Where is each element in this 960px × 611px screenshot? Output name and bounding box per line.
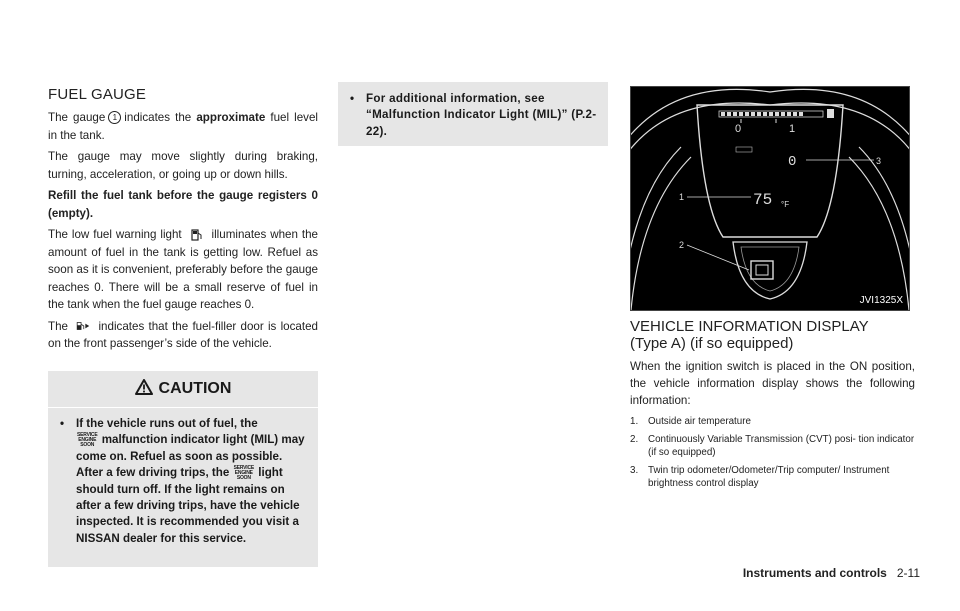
caution-text: • If the vehicle runs out of fuel, the SERVICE ENGINE SOON malfunction indicator light (MIL) may come on. Refuel as soon as possible. After a few driving trips, the SERVICE ENGINE SOON light should turn off. If the light remains on after a few driving trips, have the vehicle inspected. It is recommended you visit a NISSAN dealer for this service. bbox=[48, 408, 318, 547]
caution-heading: CAUTION bbox=[48, 371, 318, 408]
fuel-gauge-section bbox=[48, 86, 318, 357]
fuel-gauge-one: 1 bbox=[789, 123, 796, 135]
callout-2: 2 bbox=[679, 240, 685, 250]
caution-box bbox=[48, 371, 318, 567]
fuel-filler-door-icon bbox=[76, 320, 90, 332]
fuel-gauge-paragraph-3: Refill the fuel tank before the gauge registers 0 (empty). bbox=[48, 189, 318, 220]
section-heading-fuel-gauge: FUEL GAUGE bbox=[48, 86, 147, 103]
fuel-gauge-paragraph-5: The indicates that the fuel-filler door is located on the front passenger’s side of the vehicle. bbox=[48, 319, 318, 350]
list-item: 1. Outside air temperature bbox=[630, 416, 751, 427]
service-engine-soon-icon: SERVICE ENGINE SOON bbox=[77, 431, 98, 448]
footer-section-title: Instruments and controls bbox=[742, 566, 887, 580]
page-footer bbox=[743, 566, 920, 580]
fuel-gauge-paragraph-2: The gauge may move slightly during braking, turning, acceleration, or going up or down hills. bbox=[48, 150, 318, 181]
warning-triangle-icon bbox=[135, 379, 153, 395]
note-box bbox=[338, 82, 608, 146]
bullet: • bbox=[60, 417, 65, 430]
note-text: For additional information, see “Malfunction Indicator Light (MIL)” (P.2-22). bbox=[366, 92, 597, 138]
callout-number-icon: 1 bbox=[108, 111, 121, 124]
vehicle-info-display-section bbox=[630, 318, 915, 495]
bullet: • bbox=[350, 92, 355, 105]
page-number: 2-11 bbox=[896, 566, 920, 580]
outside-temperature-display: 75 bbox=[753, 191, 773, 209]
list-item: 2. Continuously Variable Transmission (CVT) posi- tion indicator (if so equipped) bbox=[630, 434, 915, 458]
section-heading-vid: VEHICLE INFORMATION DISPLAY (Type A) (if so equipped) bbox=[630, 318, 869, 352]
low-fuel-warning-icon bbox=[190, 229, 204, 241]
callout-1: 1 bbox=[679, 192, 685, 202]
instrument-cluster-figure bbox=[630, 86, 910, 311]
fuel-gauge-paragraph-1: The gauge 1 indicates the approximate fuel level in the tank. bbox=[48, 111, 318, 142]
fuel-gauge-zero: 0 bbox=[735, 123, 742, 135]
cluster-illustration bbox=[631, 87, 909, 310]
odometer-display: 0 bbox=[788, 154, 797, 170]
list-item: 3. Twin trip odometer/Odometer/Trip computer/ Instrument brightness control display bbox=[630, 465, 890, 489]
figure-caption: JVI1325X bbox=[859, 295, 903, 306]
temperature-unit: °F bbox=[781, 200, 790, 209]
vid-list bbox=[630, 415, 915, 490]
service-engine-soon-icon: SERVICE ENGINE SOON bbox=[233, 464, 255, 481]
vid-intro: When the ignition switch is placed in the ON position, the vehicle information display shows the following information: bbox=[630, 360, 915, 407]
callout-3: 3 bbox=[876, 156, 882, 166]
fuel-gauge-paragraph-4: The low fuel warning light illuminates when the amount of fuel in the tank is getting low. Refuel as soon as it is convenient, preferably before the gauge reaches 0. There will be a small reserve of fuel in the tank when the fuel gauge reaches 0. bbox=[48, 228, 318, 311]
